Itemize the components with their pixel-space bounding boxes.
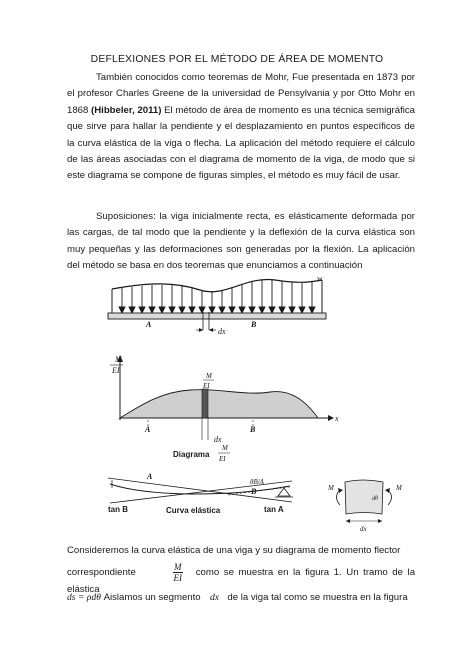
load-arrows — [119, 280, 315, 313]
inset-dx: dx — [360, 525, 367, 533]
paragraph-consider-l2a: correspondiente — [67, 567, 136, 579]
axis-x-label: x — [335, 414, 339, 423]
inset-dtheta: dθ — [372, 496, 378, 502]
tan-b-label: tan B — [108, 505, 128, 514]
point-a-diagram: A — [145, 425, 151, 434]
paragraph-intro-text-b: El método de área de momento es una técnica semigráfica que sirve para hallar la pendiente y el desplazamiento en puntos específicos de la curva elástica de la viga o flecha. La aplicación del método requiere el cálculo de las áreas asociadas con el diagrama de momento de la viga, de modo que si este diagrama se compone de figuras simples, el método es muy fácil de usar. — [67, 104, 415, 182]
point-a-beam: A — [146, 320, 152, 329]
paragraph-intro-text-a: También conocidos como teoremas de Mohr, Fue presentada en 1873 por el profesor Charles Greene de la universidad de Pensylvania y por Otto Mohr en 1868 — [67, 72, 415, 116]
citation-hibbeler: (Hibbeler, 2011) — [91, 104, 162, 116]
dx-label-diagram: dx — [214, 435, 222, 444]
page-title: DEFLEXIONES POR EL MÉTODO DE ÁREA DE MOMENTO — [90, 54, 384, 65]
mei-axis-num: M — [115, 355, 122, 364]
mei-strip — [202, 389, 208, 418]
fraction-m-ei — [173, 562, 183, 583]
load-label: w — [317, 274, 323, 283]
point-a-curve: A — [147, 472, 153, 481]
paragraph-consider — [67, 543, 415, 559]
fraction-num: M — [174, 562, 182, 572]
mei-area — [120, 390, 318, 418]
diagram-label: Diagrama — [173, 450, 210, 459]
paragraph-consider-line3-row — [67, 590, 415, 606]
paragraph-consider-l3a: Aislamos un segmento — [103, 592, 201, 603]
inset-m-right: M — [396, 484, 402, 492]
diagram-label-num: M — [222, 444, 228, 452]
mei-strip-den: EI — [203, 382, 210, 390]
theta-label: θB/A — [250, 478, 264, 486]
point-b-beam: B — [251, 320, 257, 329]
paragraph-consider-l2b: como se muestra en la figura 1. Un tramo de la elástica — [67, 567, 416, 595]
dx-label-beam: dx — [218, 327, 226, 336]
dx-expression: dx — [210, 592, 220, 603]
mei-axis-den: EI — [112, 366, 120, 375]
ds-expression: ds = ρdθ — [67, 592, 101, 603]
point-b-curve: B — [251, 487, 257, 496]
mei-strip-num: M — [206, 372, 212, 380]
paragraph-consider-l3b: de la viga tal como se muestra en la figura — [227, 592, 408, 603]
tangent-b — [110, 481, 292, 503]
diagram-label-den: EI — [219, 455, 226, 463]
inset-m-left: M — [328, 484, 334, 492]
paragraph-consider-line1: Consideremos la curva elástica de una viga y su diagrama de momento flector — [67, 545, 401, 556]
point-b-diagram: B — [250, 425, 256, 434]
support-triangle — [278, 488, 290, 496]
tan-a-label: tan A — [264, 505, 284, 514]
curve-label: Curva elástica — [166, 506, 221, 515]
beam — [108, 313, 326, 319]
fraction-den: EI — [173, 573, 183, 583]
paragraph-assumptions: Suposiciones: la viga inicialmente recta, es elásticamente deformada por las cargas, de tal modo que la pendiente y la deflexión de la curva elástica son muy pequeñas y las deformaciones son generadas por la flexión. La aplicación del método se basa en dos teoremas que enunciamos a continuación — [67, 211, 415, 272]
